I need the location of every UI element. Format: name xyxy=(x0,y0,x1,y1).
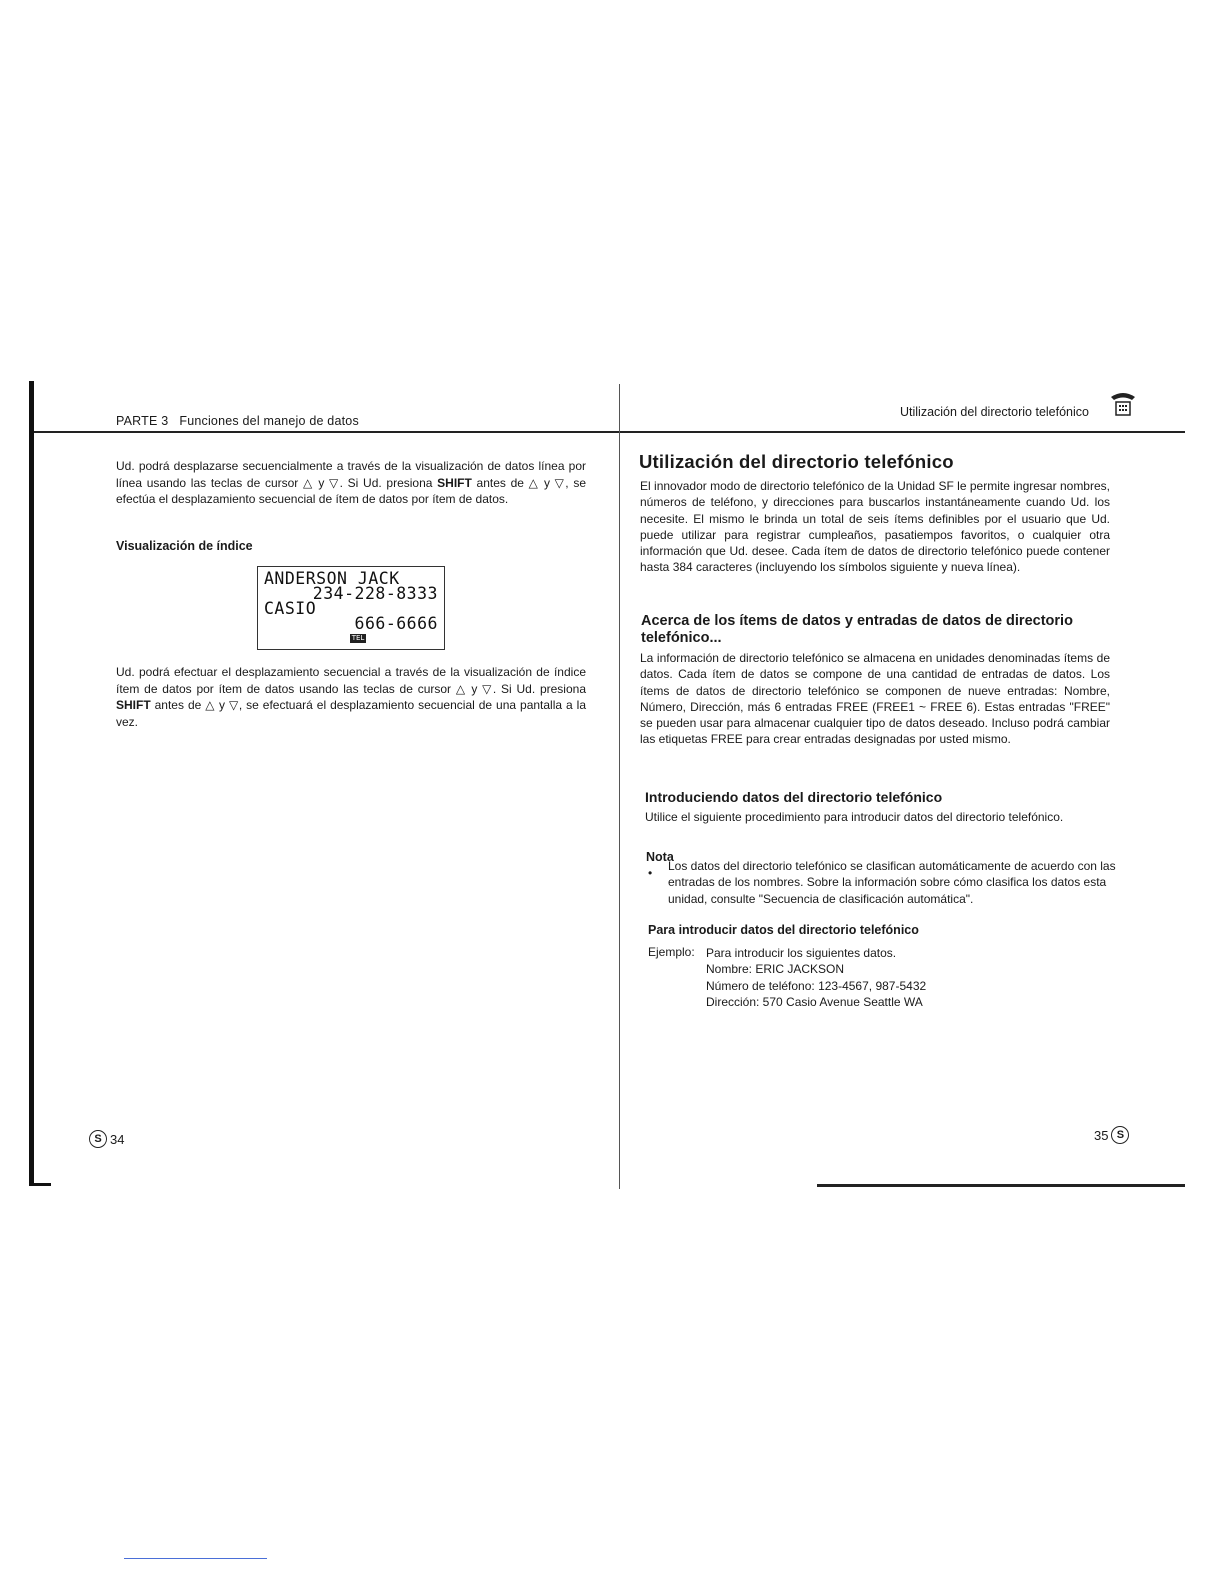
example-line: Dirección: 570 Casio Avenue Seattle WA xyxy=(706,994,923,1009)
right-paragraph-2: La información de directorio telefónico se almacena en unidades denominadas ítems de datos. Cada ítem de datos se compone de una cantidad de entradas de datos. Los ítems de datos de directorio telefónico se componen de nueve entradas: Nombre, Número, Dirección, más 6 entradas FREE (FREE1 ~ FREE 6). Estas entradas "FREE" se pueden usar para almacenar cualquier tipo de datos deseado. Incluso podrá cambiar las etiquetas FREE para crear entradas designadas por usted mismo. xyxy=(640,651,1110,747)
note-text: Los datos del directorio telefónico se clasifican automáticamente de acuerdo con las entradas de los nombres. Sobre la información sobre cómo clasifica los datos esta unidad, consulte "Secuencia de clasificación automática". xyxy=(668,859,1116,906)
lcd-display xyxy=(257,566,445,650)
right-running-head: Utilización del directorio telefónico xyxy=(900,405,1089,419)
left-running-head: PARTE 3 Funciones del manejo de datos xyxy=(116,414,359,428)
example-line: Para introducir los siguientes datos. xyxy=(706,946,897,960)
page-title: Utilización del directorio telefónico xyxy=(639,451,954,472)
example-line: Nombre: ERIC JACKSON xyxy=(706,962,845,977)
left-paragraph-2 xyxy=(116,664,586,730)
right-paragraph-1: El innovador modo de directorio telefónico de la Unidad SF le permite ingresar nombres, números de teléfono, y direcciones para buscarlos instantáneamente cuando Ud. los necesite. El mismo le brinda un total de seis ítems definibles por el usuario que Ud. puede utilizar para registrar cumpleaños, pasatiempos favoritos, o cualquier otra información que Ud. desee. Cada ítem de datos de directorio telefónico puede contener hasta 384 caracteres (incluyendo los símbolos siguiente y nueva línea). xyxy=(640,479,1110,575)
right-page-number: 35 xyxy=(1094,1127,1109,1143)
scan-edge-line xyxy=(124,1558,267,1559)
example-label: Ejemplo: xyxy=(648,945,695,959)
section-heading-items: Acerca de los ítems de datos y entradas de datos de directorio telefónico... xyxy=(641,613,1073,646)
note-label: Nota xyxy=(646,850,674,864)
section-heading-input: Introduciendo datos del directorio telefónico xyxy=(645,789,943,805)
left-margin-foot xyxy=(29,1183,51,1186)
right-header-rule xyxy=(620,431,1185,433)
left-page-number: 34 xyxy=(110,1131,125,1147)
right-page-marker: S xyxy=(1111,1126,1129,1144)
left-paragraph-2-text: Ud. podrá efectuar el desplazamiento secuencial a través de la visualización de índice ítem de datos por ítem de datos usando las teclas de cursor △ y ▽. Si Ud. presiona SHIFT antes de △ y ▽, se efectuará el desplazamiento secuencial de una pantalla a la vez. xyxy=(116,665,586,729)
lcd-line-3: CASIO xyxy=(264,599,317,618)
left-margin-bar xyxy=(29,381,34,1186)
example-line: Número de teléfono: 123-4567, 987-5432 xyxy=(706,978,927,993)
lcd-line-1: ANDERSON JACK xyxy=(264,569,400,588)
procedure-heading: Para introducir datos del directorio telefónico xyxy=(648,923,919,937)
index-heading: Visualización de índice xyxy=(116,539,253,553)
left-paragraph-1-text: Ud. podrá desplazarse secuencialmente a través de la visualización de datos línea por línea usando las teclas de cursor △ y ▽. Si Ud. presiona SHIFT antes de △ y ▽, se efectúa el desplazamiento secuencial de ítem de datos por ítem de datos. xyxy=(116,459,586,506)
example-lines xyxy=(706,945,926,1010)
right-paragraph-3: Utilice el siguiente procedimiento para introducir datos del directorio telefónico. xyxy=(645,810,1064,824)
left-page-marker: S xyxy=(89,1130,107,1148)
tel-indicator: TEL xyxy=(351,634,365,642)
telephone-icon xyxy=(1108,388,1138,418)
left-page-footer xyxy=(89,1130,124,1148)
right-page-footer xyxy=(1094,1126,1129,1144)
left-header-rule xyxy=(34,431,619,433)
lcd-line-4: 666-6666 xyxy=(354,614,438,633)
page-gutter-line xyxy=(619,384,620,1189)
left-paragraph-1 xyxy=(116,458,586,508)
right-footer-rule xyxy=(817,1184,1185,1187)
lcd-line-2: 234-228-8333 xyxy=(312,584,438,603)
note-bullet: • xyxy=(648,866,653,880)
